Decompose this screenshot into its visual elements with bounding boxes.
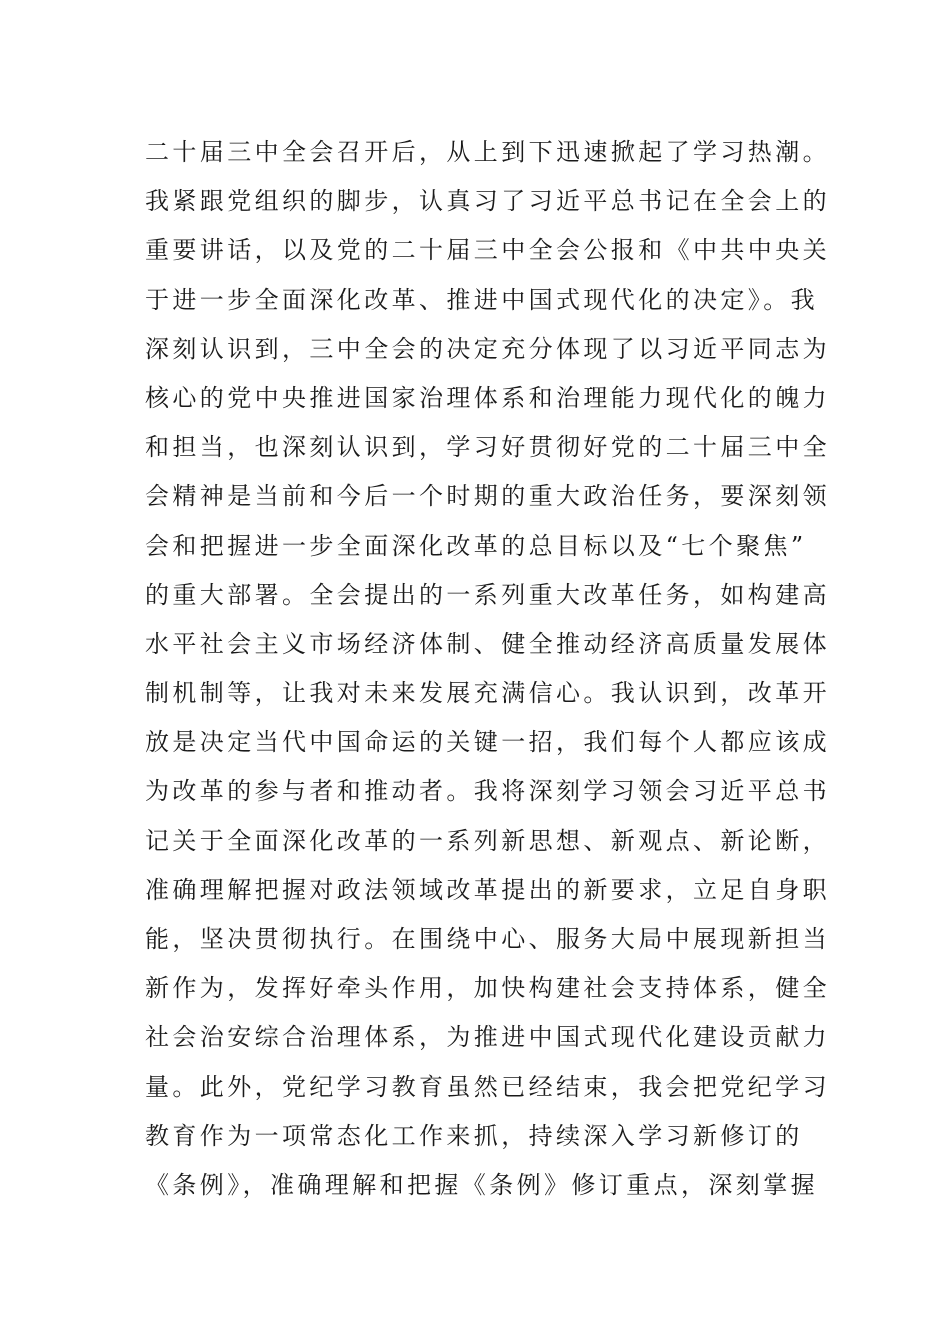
text-line: 会精神是当前和今后一个时期的重大政治任务，要深刻领: [145, 482, 830, 511]
text-line: 和担当，也深刻认识到，学习好贯彻好党的二十届三中全: [145, 433, 830, 462]
text-line: 水平社会主义市场经济体制、健全推动经济高质量发展体: [145, 629, 830, 658]
text-line: 记关于全面深化改革的一系列新思想、新观点、新论断，: [145, 826, 830, 855]
text-line: 放是决定当代中国命运的关键一招，我们每个人都应该成: [145, 728, 830, 757]
text-line: 《条例》，准确理解和把握《条例》修订重点，深刻掌握: [145, 1170, 818, 1199]
body-paragraph: [145, 128, 830, 1210]
text-line: 教育作为一项常态化工作来抓，持续深入学习新修订的: [145, 1121, 803, 1150]
text-line: 重要讲话，以及党的二十届三中全会公报和《中共中央关: [145, 236, 830, 265]
text-line: 新作为，发挥好牵头作用，加快构建社会支持体系，健全: [145, 974, 830, 1003]
text-line: 为改革的参与者和推动者。我将深刻学习领会习近平总书: [145, 777, 830, 806]
text-line: 社会治安综合治理体系，为推进中国式现代化建设贡献力: [145, 1023, 830, 1052]
text-line: 制机制等，让我对未来发展充满信心。我认识到，改革开: [145, 679, 830, 708]
text-line: 的重大部署。全会提出的一系列重大改革任务，如构建高: [145, 580, 830, 609]
text-line: 能，坚决贯彻执行。在围绕中心、服务大局中展现新担当: [145, 925, 830, 953]
text-line: 我紧跟党组织的脚步，认真习了习近平总书记在全会上的: [145, 187, 830, 216]
text-line: 核心的党中央推进国家治理体系和治理能力现代化的魄力: [145, 383, 830, 412]
text-line: 准确理解把握对政法领域改革提出的新要求，立足自身职: [145, 875, 830, 904]
text-line: 二十届三中全会召开后，从上到下迅速掀起了学习热潮。: [145, 138, 830, 166]
text-line: 会和把握进一步全面深化改革的总目标以及“七个聚焦”: [145, 531, 807, 560]
text-line: 量。此外，党纪学习教育虽然已经结束，我会把党纪学习: [145, 1072, 830, 1101]
text-line: 深刻认识到，三中全会的决定充分体现了以习近平同志为: [145, 334, 830, 363]
text-line: 于进一步全面深化改革、推进中国式现代化的决定》。我: [145, 285, 818, 314]
